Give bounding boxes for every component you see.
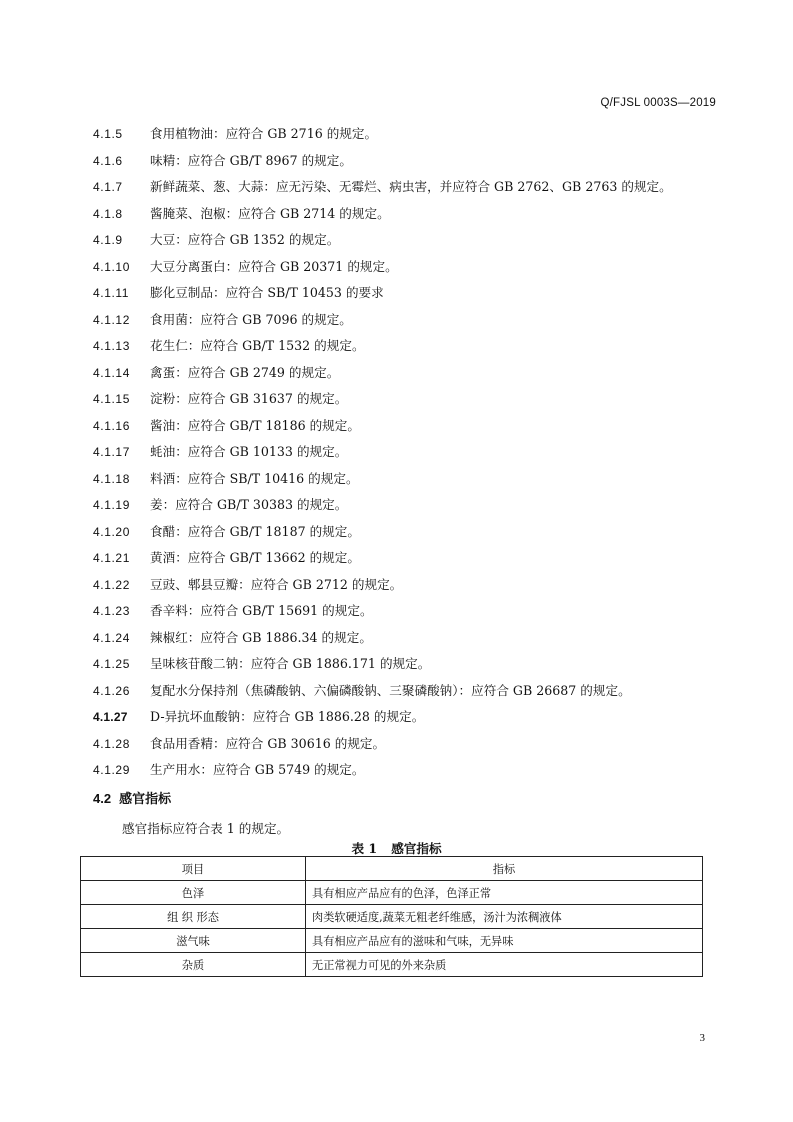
clause-item — [93, 681, 733, 708]
clause-text: 禽蛋：应符合 GB 2749 的规定。 — [150, 364, 340, 380]
section-paragraph: 感官指标应符合表 1 的规定。 — [122, 821, 290, 836]
clause-number: 4.1.9 — [93, 233, 123, 247]
clause-text: 复配水分保持剂（焦磷酸钠、六偏磷酸钠、三聚磷酸钠）：应符合 GB 26687 的规定。 — [150, 682, 631, 698]
clause-item — [93, 548, 733, 575]
table-cell-spec: 具有相应产品应有的滋味和气味，无异味 — [306, 929, 703, 953]
clause-number: 4.1.23 — [93, 604, 130, 618]
clause-text: 黄酒：应符合 GB/T 13662 的规定。 — [150, 550, 360, 565]
document-code: Q/FJSL 0003S—2019 — [600, 97, 716, 109]
clause-item — [93, 575, 733, 602]
clause-text: 生产用水：应符合 GB 5749 的规定。 — [150, 762, 365, 777]
clause-text: 酱腌菜、泡椒：应符合 GB 2714 的规定。 — [150, 205, 390, 221]
clause-item — [93, 230, 733, 257]
clause-number: 4.1.25 — [93, 657, 130, 671]
clause-text: 食品用香精：应符合 GB 30616 的规定。 — [150, 735, 386, 751]
clause-item — [93, 495, 733, 522]
table-header-cell: 指标 — [306, 857, 703, 881]
clause-number: 4.1.8 — [93, 206, 123, 221]
clause-item — [93, 416, 733, 443]
page-number: 3 — [699, 1032, 705, 1044]
clause-number: 4.1.27 — [93, 710, 128, 724]
clause-item — [93, 363, 733, 390]
table-cell-item: 滋气味 — [81, 929, 306, 953]
clause-text: 蚝油：应符合 GB 10133 的规定。 — [150, 444, 348, 459]
clause-number: 4.1.22 — [93, 577, 130, 592]
clause-text: 膨化豆制品：应符合 SB/T 10453 的要求 — [150, 285, 384, 300]
clause-item — [93, 601, 733, 628]
clause-text: 食用菌：应符合 GB 7096 的规定。 — [150, 311, 352, 327]
clause-item — [93, 522, 733, 549]
clause-item — [93, 654, 733, 681]
clause-number: 4.1.7 — [93, 180, 123, 194]
clause-number: 4.1.26 — [93, 683, 130, 698]
clause-number: 4.1.19 — [93, 498, 130, 512]
clause-text: 姜：应符合 GB/T 30383 的规定。 — [150, 497, 348, 512]
sensory-table — [80, 856, 703, 977]
clause-text: D-异抗坏血酸钠：应符合 GB 1886.28 的规定。 — [150, 709, 425, 724]
clause-text: 料酒：应符合 SB/T 10416 的规定。 — [150, 470, 359, 486]
clause-item — [93, 734, 733, 761]
clause-text: 新鲜蔬菜、葱、大蒜：应无污染、无霉烂、病虫害，并应符合 GB 2762、GB 2763 的规定。 — [150, 179, 672, 194]
clause-number: 4.1.10 — [93, 259, 130, 274]
clause-item — [93, 389, 733, 416]
clause-item — [93, 442, 733, 469]
clause-item — [93, 469, 733, 496]
section-number: 4.2 — [93, 791, 112, 806]
clause-text: 食用植物油：应符合 GB 2716 的规定。 — [150, 126, 378, 141]
clause-item — [93, 204, 733, 231]
clause-item — [93, 310, 733, 337]
table-cell-item: 杂质 — [81, 953, 306, 977]
clause-item — [93, 177, 733, 204]
table-cell-item: 组 织 形态 — [81, 905, 306, 929]
clause-number: 4.1.29 — [93, 763, 130, 777]
clause-number: 4.1.15 — [93, 392, 130, 406]
clause-list — [93, 124, 733, 787]
clause-text: 豆豉、郫县豆瓣：应符合 GB 2712 的规定。 — [150, 576, 403, 592]
section-title: 感官指标 — [119, 792, 172, 807]
clause-text: 辣椒红：应符合 GB 1886.34 的规定。 — [150, 629, 372, 645]
clause-text: 大豆分离蛋白：应符合 GB 20371 的规定。 — [150, 258, 398, 274]
table-cell-spec: 无正常视力可见的外来杂质 — [306, 953, 703, 977]
clause-number: 4.1.11 — [93, 286, 130, 300]
clause-number: 4.1.14 — [93, 365, 130, 380]
clause-number: 4.1.6 — [93, 153, 123, 168]
clause-text: 味精：应符合 GB/T 8967 的规定。 — [150, 152, 352, 168]
table-header-cell: 项目 — [81, 857, 306, 881]
table-cell-spec: 肉类软硬适度,蔬菜无粗老纤维感，汤汁为浓稠液体 — [306, 905, 703, 929]
clause-item — [93, 257, 733, 284]
clause-text: 大豆：应符合 GB 1352 的规定。 — [150, 232, 340, 247]
clause-number: 4.1.13 — [93, 339, 130, 353]
clause-text: 淀粉：应符合 GB 31637 的规定。 — [150, 391, 348, 406]
clause-item — [93, 760, 733, 787]
clause-number: 4.1.21 — [93, 551, 130, 565]
clause-text: 酱油：应符合 GB/T 18186 的规定。 — [150, 417, 360, 433]
clause-number: 4.1.5 — [93, 127, 123, 141]
clause-number: 4.1.24 — [93, 630, 130, 645]
clause-number: 4.1.17 — [93, 445, 130, 459]
clause-item — [93, 283, 733, 310]
clause-item — [93, 151, 733, 178]
table-header-row — [81, 857, 703, 881]
table-cell-spec: 具有相应产品应有的色泽，色泽正常 — [306, 881, 703, 905]
clause-number: 4.1.20 — [93, 524, 130, 539]
clause-item — [93, 124, 733, 151]
clause-text: 花生仁：应符合 GB/T 1532 的规定。 — [150, 338, 365, 353]
clause-item — [93, 628, 733, 655]
clause-number: 4.1.28 — [93, 736, 130, 751]
clause-number: 4.1.16 — [93, 418, 130, 433]
clause-number: 4.1.18 — [93, 471, 130, 486]
table-cell-item: 色泽 — [81, 881, 306, 905]
table-row — [81, 881, 703, 905]
clause-item — [93, 336, 733, 363]
table-caption — [0, 838, 793, 857]
clause-text: 香辛料：应符合 GB/T 15691 的规定。 — [150, 603, 373, 618]
clause-text: 呈味核苷酸二钠：应符合 GB 1886.171 的规定。 — [150, 656, 431, 671]
table-row — [81, 929, 703, 953]
clause-item — [93, 707, 733, 734]
table-row — [81, 953, 703, 977]
table-caption-title: 感官指标 — [391, 841, 442, 856]
clause-text: 食醋：应符合 GB/T 18187 的规定。 — [150, 523, 360, 539]
section-heading — [93, 788, 171, 807]
table-caption-number: 表 1 — [351, 841, 378, 856]
clause-number: 4.1.12 — [93, 312, 130, 327]
table-row — [81, 905, 703, 929]
